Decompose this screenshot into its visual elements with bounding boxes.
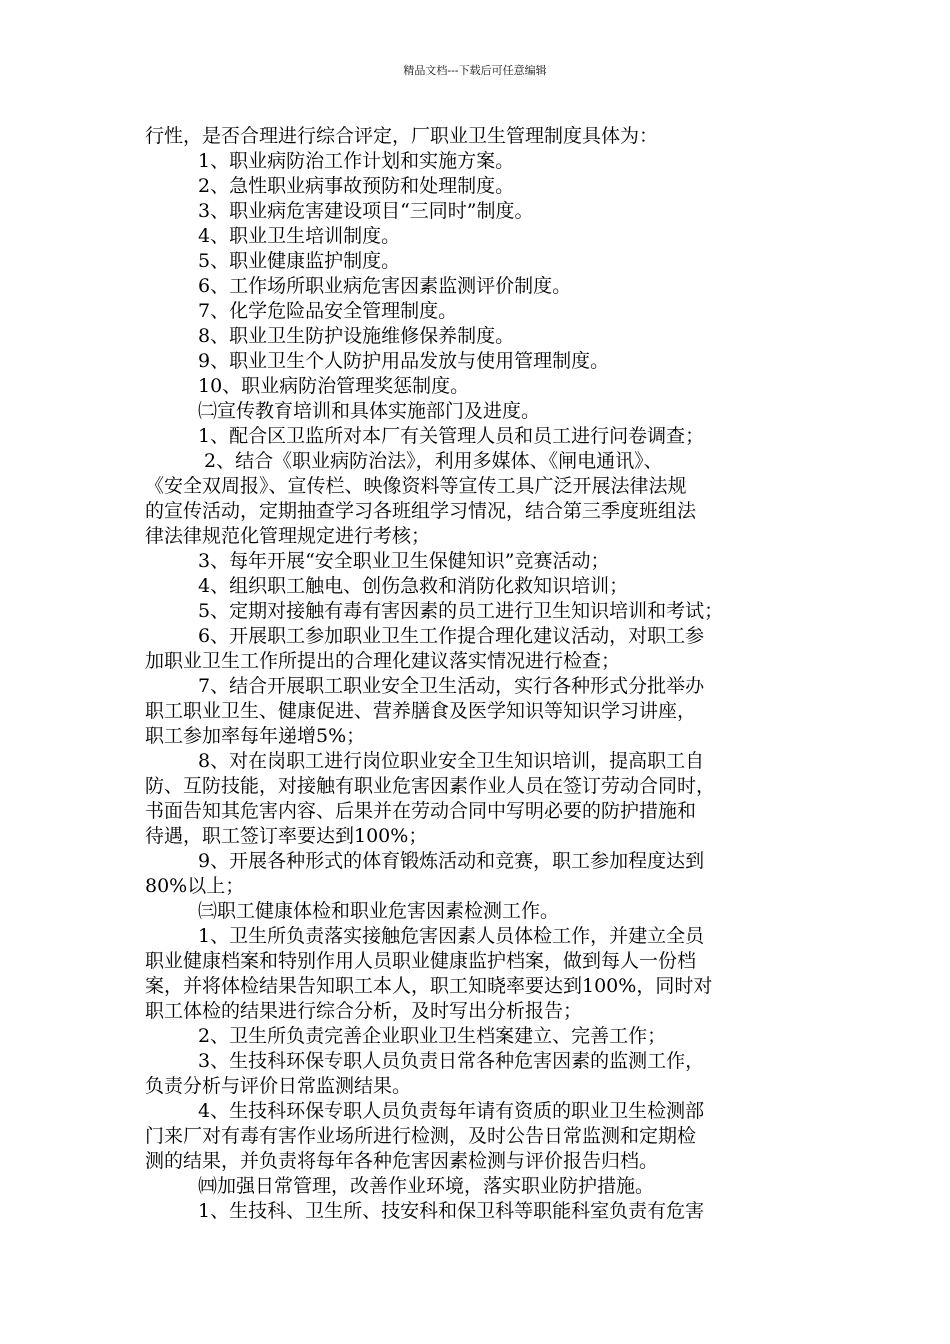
list-item-6: 6、工作场所职业病危害因素监测评价制度。 (198, 275, 572, 297)
page-header: 精品文档---下载后可任意编辑 (403, 64, 547, 77)
paragraph-line: 负责分析与评价日常监测结果。 (145, 1075, 412, 1097)
paragraph-line: 7、结合开展职工职业安全卫生活动，实行各种形式分批举办 (198, 675, 705, 697)
paragraph-line: 职业健康档案和特别作用人员职业健康监护档案，做到每人一份档 (145, 950, 697, 972)
paragraph-line: 《安全双周报》、宣传栏、映像资料等宣传工具广泛开展法律法规 (145, 475, 687, 497)
section-heading: ㈡宣传教育培训和具体实施部门及进度。 (198, 400, 541, 422)
list-item-5: 5、职业健康监护制度。 (198, 250, 401, 272)
paragraph-line: 4、生技科环保专职人员负责每年请有资质的职业卫生检测部 (198, 1100, 705, 1122)
list-item-7: 7、化学危险品安全管理制度。 (198, 300, 458, 322)
list-item-10: 10、职业病防治管理奖惩制度。 (198, 375, 470, 397)
paragraph-line: 3、每年开展“安全职业卫生保健知识”竞赛活动； (198, 550, 610, 572)
paragraph-line: 80%以上； (145, 875, 245, 897)
paragraph-line: 的宣传活动，定期抽查学习各班组学习情况，结合第三季度班组法 (145, 500, 697, 522)
paragraph-line: 职工体检的结果进行综合分析，及时写出分析报告； (145, 1000, 583, 1022)
paragraph-line: 律法律规范化管理规定进行考核； (145, 525, 431, 547)
paragraph-line: 8、对在岗职工进行岗位职业安全卫生知识培训，提高职工自 (198, 750, 705, 772)
paragraph-line: 书面告知其危害内容、后果并在劳动合同中写明必要的防护措施和 (145, 800, 697, 822)
paragraph-line: 3、生技科环保专职人员负责日常各种危害因素的监测工作， (198, 1050, 705, 1072)
paragraph-line: 5、定期对接触有毒有害因素的员工进行卫生知识培训和考试； (198, 600, 724, 622)
document-body (145, 124, 805, 1224)
paragraph-line: 行性，是否合理进行综合评定，厂职业卫生管理制度具体为： (145, 125, 659, 147)
paragraph-line: 门来厂对有毒有害作业场所进行检测，及时公告日常监测和定期检 (145, 1125, 697, 1147)
section-heading: ㈣加强日常管理，改善作业环境，落实职业防护措施。 (198, 1175, 655, 1197)
list-item-8: 8、职业卫生防护设施维修保养制度。 (198, 325, 515, 347)
list-item-2: 2、急性职业病事故预防和处理制度。 (198, 175, 515, 197)
list-item-1: 1、职业病防治工作计划和实施方案。 (198, 150, 515, 172)
list-item-4: 4、职业卫生培训制度。 (198, 225, 401, 247)
paragraph-line: 4、组织职工触电、创伤急救和消防化救知识培训； (198, 575, 629, 597)
paragraph-line: 1、卫生所负责落实接触危害因素人员体检工作，并建立全员 (198, 925, 705, 947)
paragraph-line: 加职业卫生工作所提出的合理化建议落实情况进行检查； (145, 650, 621, 672)
section-heading: ㈢职工健康体检和职业危害因素检测工作。 (198, 900, 560, 922)
paragraph-line: 案，并将体检结果告知职工本人，职工知晓率要达到100%，同时对 (145, 975, 713, 997)
paragraph-line: 1、配合区卫监所对本厂有关管理人员和员工进行问卷调查； (198, 425, 705, 447)
paragraph-line: 2、结合《职业病防治法》，利用多媒体、《闸电通讯》、 (204, 450, 663, 472)
paragraph-line: 2、卫生所负责完善企业职业卫生档案建立、完善工作； (198, 1025, 667, 1047)
paragraph-line: 6、开展职工参加职业卫生工作提合理化建议活动，对职工参 (198, 625, 705, 647)
paragraph-line: 待遇，职工签订率要达到100%； (145, 825, 428, 847)
list-item-9: 9、职业卫生个人防护用品发放与使用管理制度。 (198, 350, 610, 372)
paragraph-line: 职工参加率每年递增5%； (145, 725, 366, 747)
list-item-3: 3、职业病危害建设项目“三同时”制度。 (198, 200, 534, 222)
paragraph-line: 职工职业卫生、健康促进、营养膳食及医学知识等知识学习讲座， (145, 700, 697, 722)
paragraph-line: 1、生技科、卫生所、技安科和保卫科等职能科室负责有危害 (198, 1200, 705, 1222)
paragraph-line: 防、互防技能，对接触有职业危害因素作业人员在签订劳动合同时， (145, 775, 716, 797)
paragraph-line: 测的结果，并负责将每年各种危害因素检测与评价报告归档。 (145, 1150, 659, 1172)
paragraph-line: 9、开展各种形式的体育锻炼活动和竞赛，职工参加程度达到 (198, 850, 705, 872)
